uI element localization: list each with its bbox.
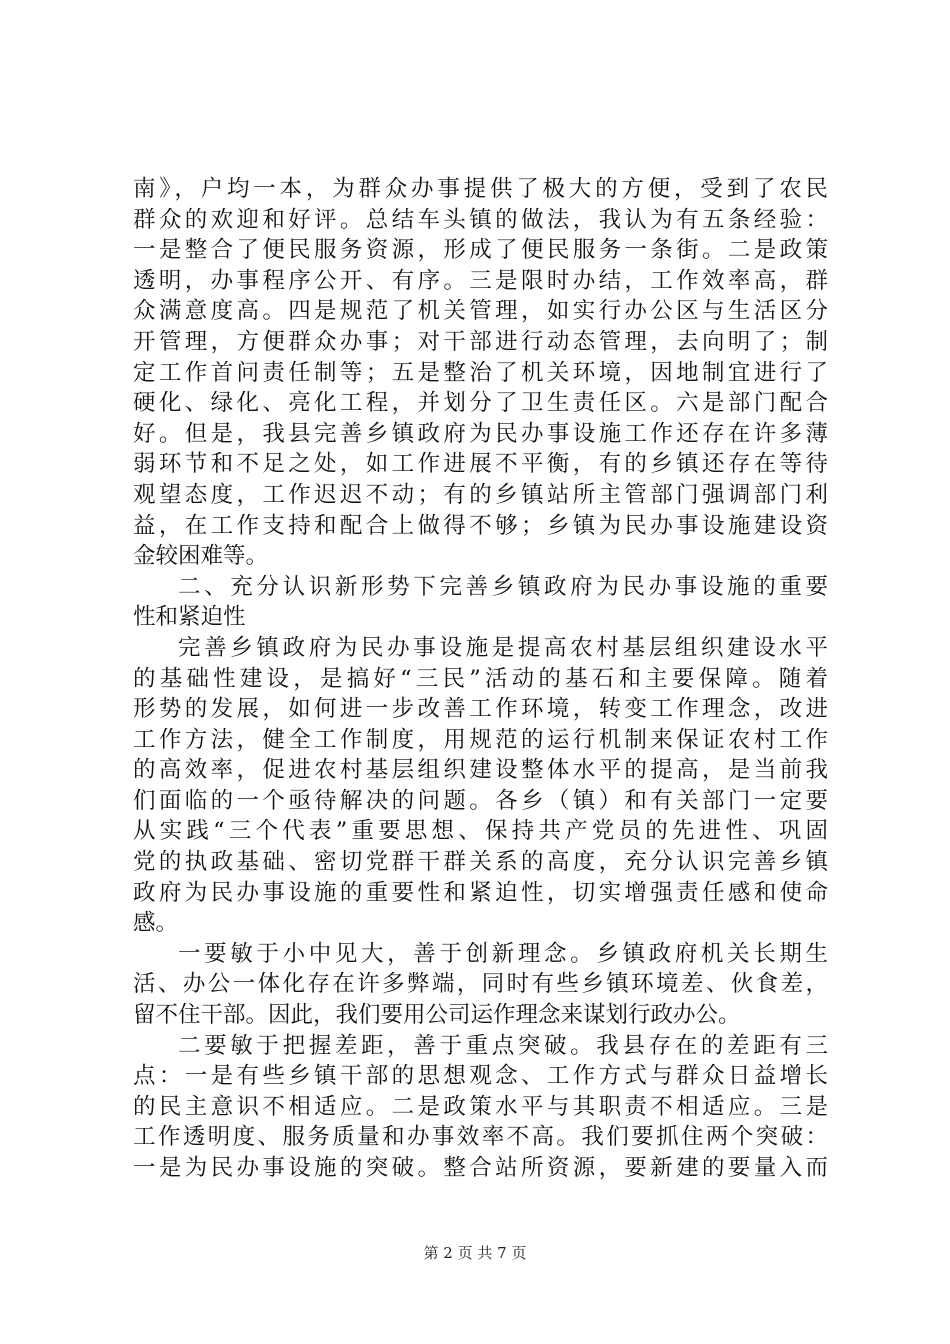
text-line: 定工作首问责任制等；五是整治了机关环境，因地制宜进行了 (133, 359, 828, 386)
text-line: 留不住干部。因此，我们要用公司运作理念来谋划行政办公。 (133, 1002, 741, 1029)
text-line: 二、充分认识新形势下完善乡镇政府为民办事设施的重要 (178, 573, 828, 600)
text-line: 益，在工作支持和配合上做得不够；乡镇为民办事设施建设资 (133, 512, 828, 539)
text-line: 好。但是，我县完善乡镇政府为民办事设施工作还存在许多薄 (133, 420, 828, 447)
text-line: 们面临的一个亟待解决的问题。各乡（镇）和有关部门一定要 (133, 787, 828, 814)
text-line: 弱环节和不足之处，如工作进展不平衡，有的乡镇还存在等待 (133, 451, 828, 478)
text-line: 党的执政基础、密切党群干群关系的高度，充分认识完善乡镇 (133, 849, 828, 876)
text-line: 点：一是有些乡镇干部的思想观念、工作方式与群众日益增长 (133, 1063, 828, 1090)
text-line: 从实践“三个代表”重要思想、保持共产党员的先进性、巩固 (133, 818, 828, 845)
page-footer: 第 2 页 共 7 页 (423, 1244, 527, 1262)
text-line: 南》，户均一本，为群众办事提供了极大的方便，受到了农民 (133, 176, 828, 202)
text-line: 的高效率，促进农村基层组织建设整体水平的提高，是当前我 (133, 757, 828, 784)
text-line: 的民主意识不相适应。二是政策水平与其职责不相适应。三是 (133, 1093, 828, 1120)
text-line: 一是为民办事设施的突破。整合站所资源，要新建的要量入而 (133, 1155, 828, 1181)
text-line: 透明，办事程序公开、有序。三是限时办结，工作效率高，群 (133, 267, 828, 294)
document-body (133, 174, 828, 1184)
text-line: 工作方法，健全工作制度，用规范的运行机制来保证农村工作 (133, 726, 828, 753)
text-line: 形势的发展，如何进一步改善工作环境，转变工作理念，改进 (133, 696, 828, 723)
text-line: 金较困难等。 (133, 543, 269, 570)
text-line: 政府为民办事设施的重要性和紧迫性，切实增强责任感和使命 (133, 879, 828, 906)
text-line: 性和紧迫性 (133, 604, 246, 631)
text-line: 完善乡镇政府为民办事设施是提高农村基层组织建设水平 (178, 634, 828, 661)
text-line: 一是整合了便民服务资源，形成了便民服务一条街。二是政策 (133, 237, 828, 264)
text-line: 群众的欢迎和好评。总结车头镇的做法，我认为有五条经验： (133, 206, 828, 233)
text-line: 活、办公一体化存在许多弊端，同时有些乡镇环境差、伙食差， (133, 971, 828, 998)
text-line: 的基础性建设，是搞好“三民”活动的基石和主要保障。随着 (133, 665, 828, 692)
text-line: 一要敏于小中见大，善于创新理念。乡镇政府机关长期生 (178, 940, 828, 967)
text-line: 众满意度高。四是规范了机关管理，如实行办公区与生活区分 (133, 298, 828, 325)
text-line: 工作透明度、服务质量和办事效率不高。我们要抓住两个突破： (133, 1124, 828, 1151)
text-line: 硬化、绿化、亮化工程，并划分了卫生责任区。六是部门配合 (133, 390, 828, 417)
text-line: 观望态度，工作迟迟不动；有的乡镇站所主管部门强调部门利 (133, 481, 828, 508)
text-line: 二要敏于把握差距，善于重点突破。我县存在的差距有三 (178, 1032, 828, 1059)
text-line: 开管理，方便群众办事；对干部进行动态管理，去向明了；制 (133, 328, 828, 355)
text-line: 感。 (133, 910, 179, 937)
